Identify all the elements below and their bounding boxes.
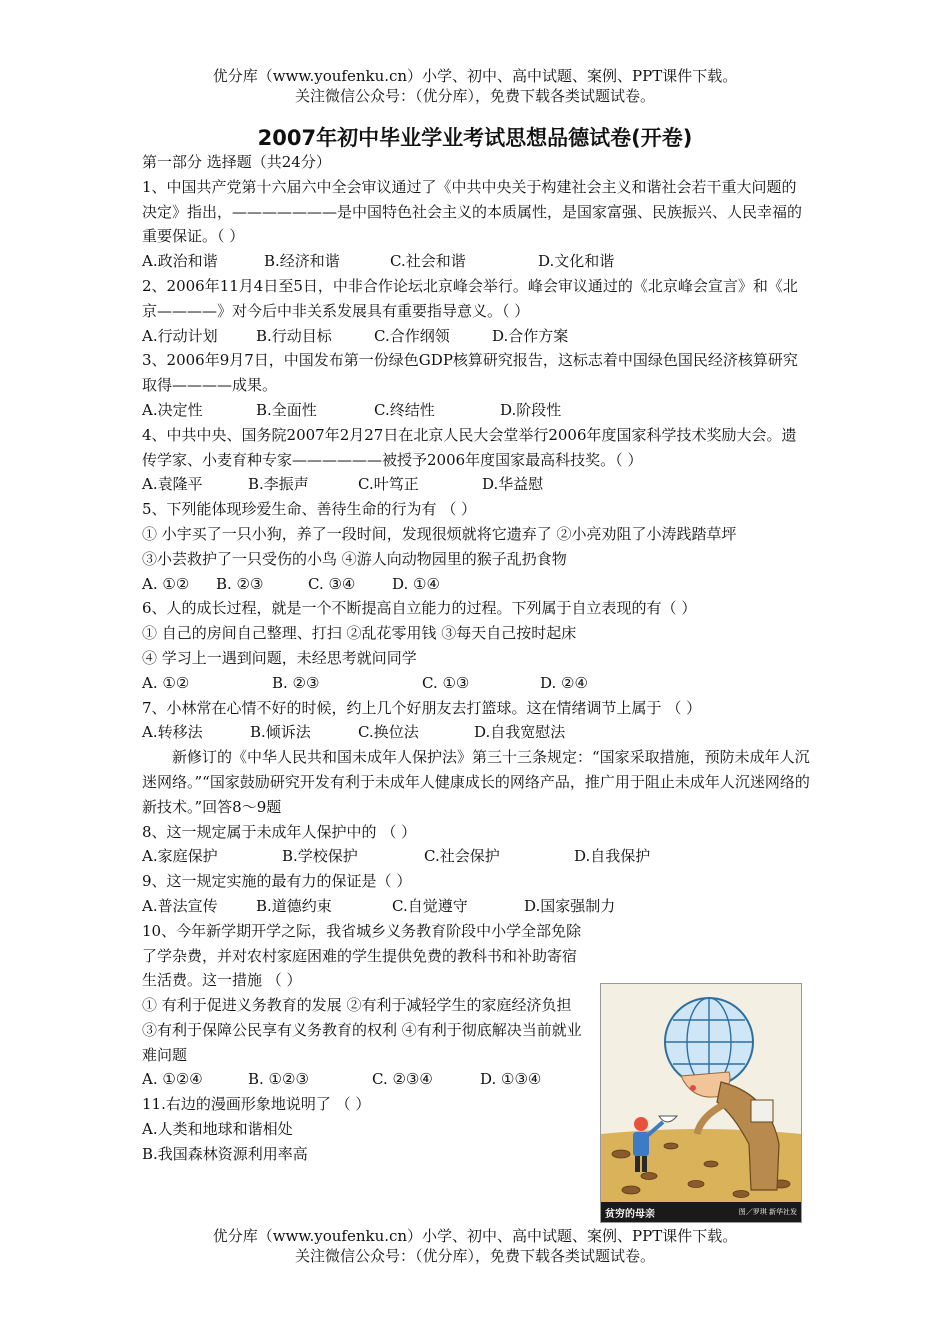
q9-stem: 9、这一规定实施的最有力的保证是（ ） — [142, 872, 412, 891]
q2-options — [142, 324, 810, 349]
q3-option-a: A.决定性 — [142, 400, 203, 419]
q3-stem: 3、2006年9月7日，中国发布第一份绿色GDP核算研究报告，这标志着中国绿色国民经济核算研究取得————成果。 — [142, 351, 798, 395]
footer-line-2: 关注微信公众号：（优分库），免费下载各类试题试卷。 — [294, 1247, 655, 1265]
cartoon-credit: 图／罗琪 新华社发 — [738, 1208, 797, 1216]
header-line-2: 关注微信公众号：（优分库），免费下载各类试题试卷。 — [294, 87, 655, 105]
q1-options — [142, 249, 810, 274]
q11-stem: 11.右边的漫画形象地说明了 （ ） — [142, 1095, 371, 1114]
q10-option-a: A. ①②④ — [142, 1070, 203, 1089]
q10-statements: ① 有利于促进义务教育的发展 ②有利于减轻学生的家庭经济负担 ③有利于保障公民享有义务教育的权利 ④有利于彻底解决当前就业难问题 — [142, 996, 582, 1064]
q4-option-c: C.叶笃正 — [358, 475, 419, 494]
section-heading: 第一部分 选择题（共24分） — [142, 153, 331, 171]
q1-option-b: B.经济和谐 — [264, 252, 340, 271]
page-title: 2007年初中毕业学业考试思想品德试卷(开卷) — [257, 126, 693, 150]
q1-option-c: C.社会和谐 — [390, 252, 466, 271]
q10-options — [142, 1067, 588, 1092]
q1-option-a: A.政治和谐 — [142, 252, 218, 271]
reading-passage: 新修订的《中华人民共和国未成年人保护法》第三十三条规定：“国家采取措施，预防未成年人沉迷网络。”“国家鼓励研究开发有利于未成年人健康成长的网络产品，推广用于阻止未成年人沉迷网络的新技术。”回答8～9题 — [142, 748, 810, 816]
q9-options — [142, 894, 810, 919]
q5-option-a: A. ①② — [142, 574, 190, 593]
q2-stem: 2、2006年11月4日至5日，中非合作论坛北京峰会举行。峰会审议通过的《北京峰会宣言》和《北京————》对今后中非关系发展具有重要指导意义。（ ） — [142, 276, 798, 320]
q9-option-a: A.普法宣传 — [142, 896, 218, 915]
q8-option-c: C.社会保护 — [424, 847, 500, 866]
q11-option-a: A.人类和地球和谐相处 — [142, 1120, 293, 1139]
q7-option-d: D.自我宽慰法 — [474, 723, 566, 742]
q8-options — [142, 844, 810, 869]
q4-option-b: B.李振声 — [248, 475, 309, 494]
q2-option-b: B.行动目标 — [256, 326, 332, 345]
q4-stem: 4、中共中央、国务院2007年2月27日在北京人民大会堂举行2006年度国家科学技术奖励大会。遗传学家、小麦育种专家——————被授予2006年度国家最高科技奖。（ ） — [142, 425, 797, 469]
cartoon-illustration — [600, 983, 802, 1223]
q7-options — [142, 720, 810, 745]
q3-option-b: B.全面性 — [256, 400, 317, 419]
q6-option-b: B. ②③ — [272, 673, 320, 692]
q10-block — [142, 919, 588, 1167]
q9-option-d: D.国家强制力 — [524, 896, 616, 915]
q10-option-d: D. ①③④ — [480, 1070, 542, 1089]
q5-statements-1: ① 小宇买了一只小狗，养了一段时间，发现很烦就将它遗弃了 ②小亮劝阻了小涛践踏草坪 — [142, 524, 737, 543]
q8-option-a: A.家庭保护 — [142, 847, 218, 866]
q8-option-b: B.学校保护 — [282, 847, 358, 866]
q6-option-d: D. ②④ — [540, 673, 588, 692]
q5-options — [142, 572, 810, 597]
q3-option-c: C.终结性 — [374, 400, 435, 419]
q3-option-d: D.阶段性 — [500, 400, 562, 419]
q5-statements-2: ③小芸救护了一只受伤的小鸟 ④游人向动物园里的猴子乱扔食物 — [142, 549, 567, 568]
q9-option-b: B.道德约束 — [256, 896, 332, 915]
q7-stem: 7、小林常在心情不好的时候，约上几个好朋友去打篮球。这在情绪调节上属于 （ ） — [142, 698, 702, 717]
cartoon-drawing — [601, 984, 801, 1222]
q8-option-d: D.自我保护 — [574, 847, 651, 866]
q1-option-d: D.文化和谐 — [538, 252, 615, 271]
q6-option-c: C. ①③ — [422, 673, 470, 692]
q11-option-b: B.我国森林资源利用率高 — [142, 1144, 308, 1163]
q7-option-a: A.转移法 — [142, 723, 203, 742]
q1-stem: 1、中国共产党第十六届六中全会审议通过了《中共中央关于构建社会主义和谐社会若干重大问题的决定》指出，———————是中国特色社会主义的本质属性，是国家富强、民族振兴、人民幸福的重要保证。（ ） — [142, 177, 803, 246]
q4-option-a: A.袁隆平 — [142, 475, 203, 494]
q5-option-b: B. ②③ — [216, 574, 264, 593]
q6-statements-1: ① 自己的房间自己整理、打扫 ②乱花零用钱 ③每天自己按时起床 — [142, 624, 577, 643]
q5-option-c: C. ③④ — [308, 574, 356, 593]
q9-option-c: C.自觉遵守 — [392, 896, 468, 915]
q7-option-b: B.倾诉法 — [250, 723, 311, 742]
q6-statements-2: ④ 学习上一遇到问题，未经思考就问同学 — [142, 648, 417, 667]
q5-stem: 5、下列能体现珍爱生命、善待生命的行为有 （ ） — [142, 500, 477, 519]
header-line-1: 优分库（www.youfenku.cn）小学、初中、高中试题、案例、PPT课件下载。 — [212, 67, 738, 85]
q2-option-a: A.行动计划 — [142, 326, 218, 345]
q7-option-c: C.换位法 — [358, 723, 419, 742]
q10-option-b: B. ①②③ — [248, 1070, 309, 1089]
q3-options — [142, 398, 810, 423]
q10-stem: 10、今年新学期开学之际，我省城乡义务教育阶段中小学全部免除了学杂费，并对农村家庭困难的学生提供免费的教科书和补助寄宿生活费。这一措施 （ ） — [142, 921, 582, 990]
footer-line-1: 优分库（www.youfenku.cn）小学、初中、高中试题、案例、PPT课件下载。 — [212, 1227, 738, 1245]
q4-options — [142, 472, 810, 497]
q6-options — [142, 671, 810, 696]
q6-option-a: A. ①② — [142, 673, 190, 692]
q10-option-c: C. ②③④ — [372, 1070, 433, 1089]
q2-option-d: D.合作方案 — [492, 326, 569, 345]
q8-stem: 8、这一规定属于未成年人保护中的 （ ） — [142, 822, 417, 841]
q6-stem: 6、人的成长过程，就是一个不断提高自立能力的过程。下列属于自立表现的有（ ） — [142, 599, 697, 618]
cartoon-caption: 贫穷的母亲 — [605, 1209, 655, 1220]
q4-option-d: D.华益慰 — [482, 475, 544, 494]
q2-option-c: C.合作纲领 — [374, 326, 450, 345]
q5-option-d: D. ①④ — [392, 574, 440, 593]
